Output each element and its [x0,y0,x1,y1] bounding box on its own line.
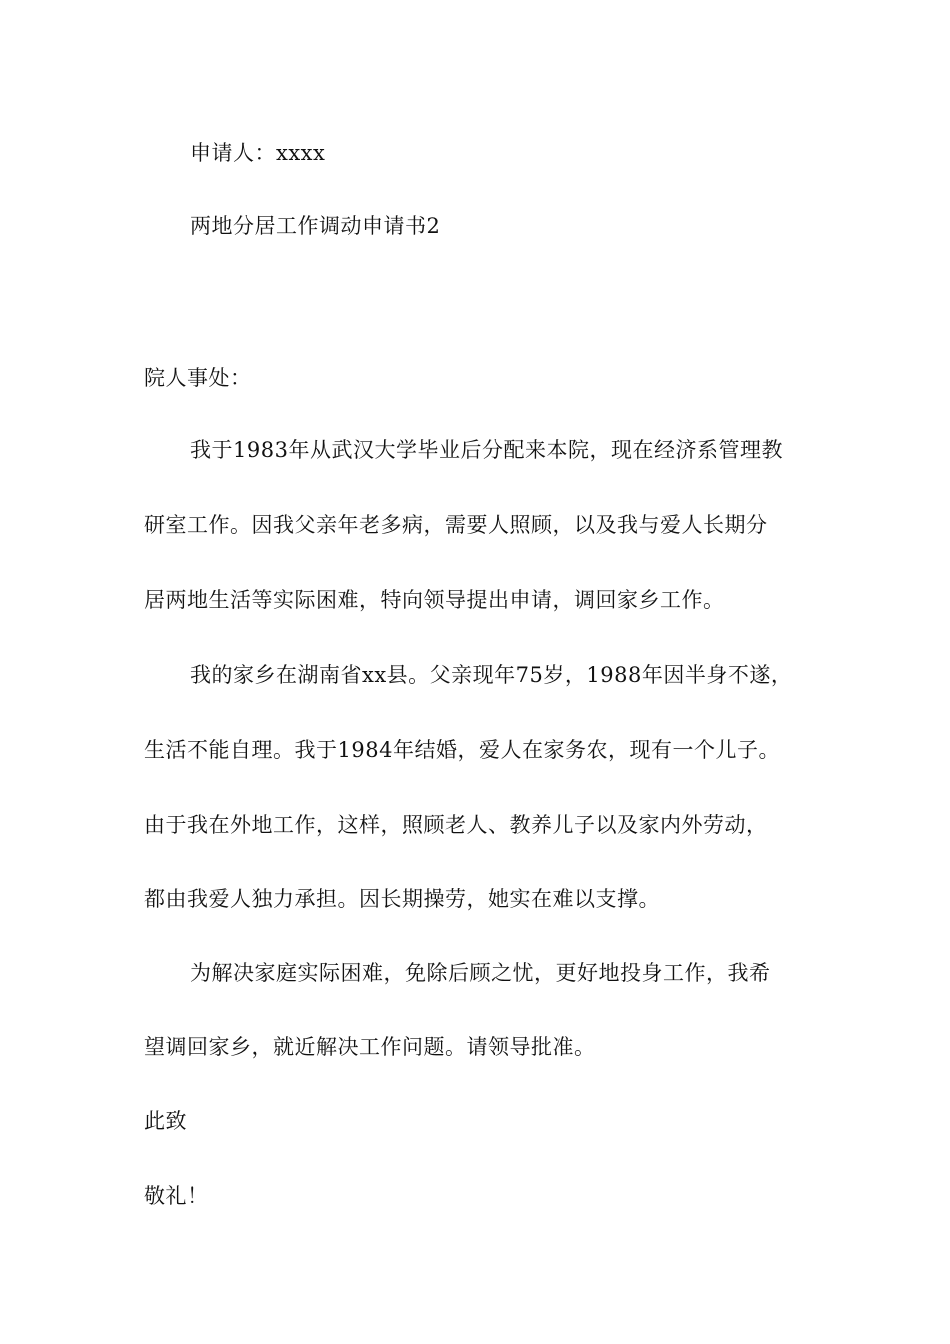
closing-greeting: 此致 [144,1109,187,1133]
body-line: 我于1983年从武汉大学毕业后分配来本院，现在经济系管理教 [190,438,783,462]
body-line: 由于我在外地工作，这样，照顾老人、教养儿子以及家内外劳动， [144,813,768,837]
body-line: 居两地生活等实际困难，特向领导提出申请，调回家乡工作。 [144,588,725,612]
body-line: 研室工作。因我父亲年老多病，需要人照顾，以及我与爱人长期分 [144,513,768,537]
applicant-line: 申请人：xxxx [190,141,326,165]
salutation: 院人事处： [144,366,252,390]
body-line: 望调回家乡，就近解决工作问题。请领导批准。 [144,1035,596,1059]
body-line: 都由我爱人独力承担。因长期操劳，她实在难以支撑。 [144,887,660,911]
closing-salute: 敬礼！ [144,1184,209,1208]
body-line: 我的家乡在湖南省xx县。父亲现年75岁，1988年因半身不遂， [190,663,793,687]
body-line: 为解决家庭实际困难，免除后顾之忧，更好地投身工作，我希 [190,961,771,985]
body-line: 生活不能自理。我于1984年结婚，爱人在家务农，现有一个儿子。 [144,738,780,762]
document-title: 两地分居工作调动申请书2 [190,214,441,238]
